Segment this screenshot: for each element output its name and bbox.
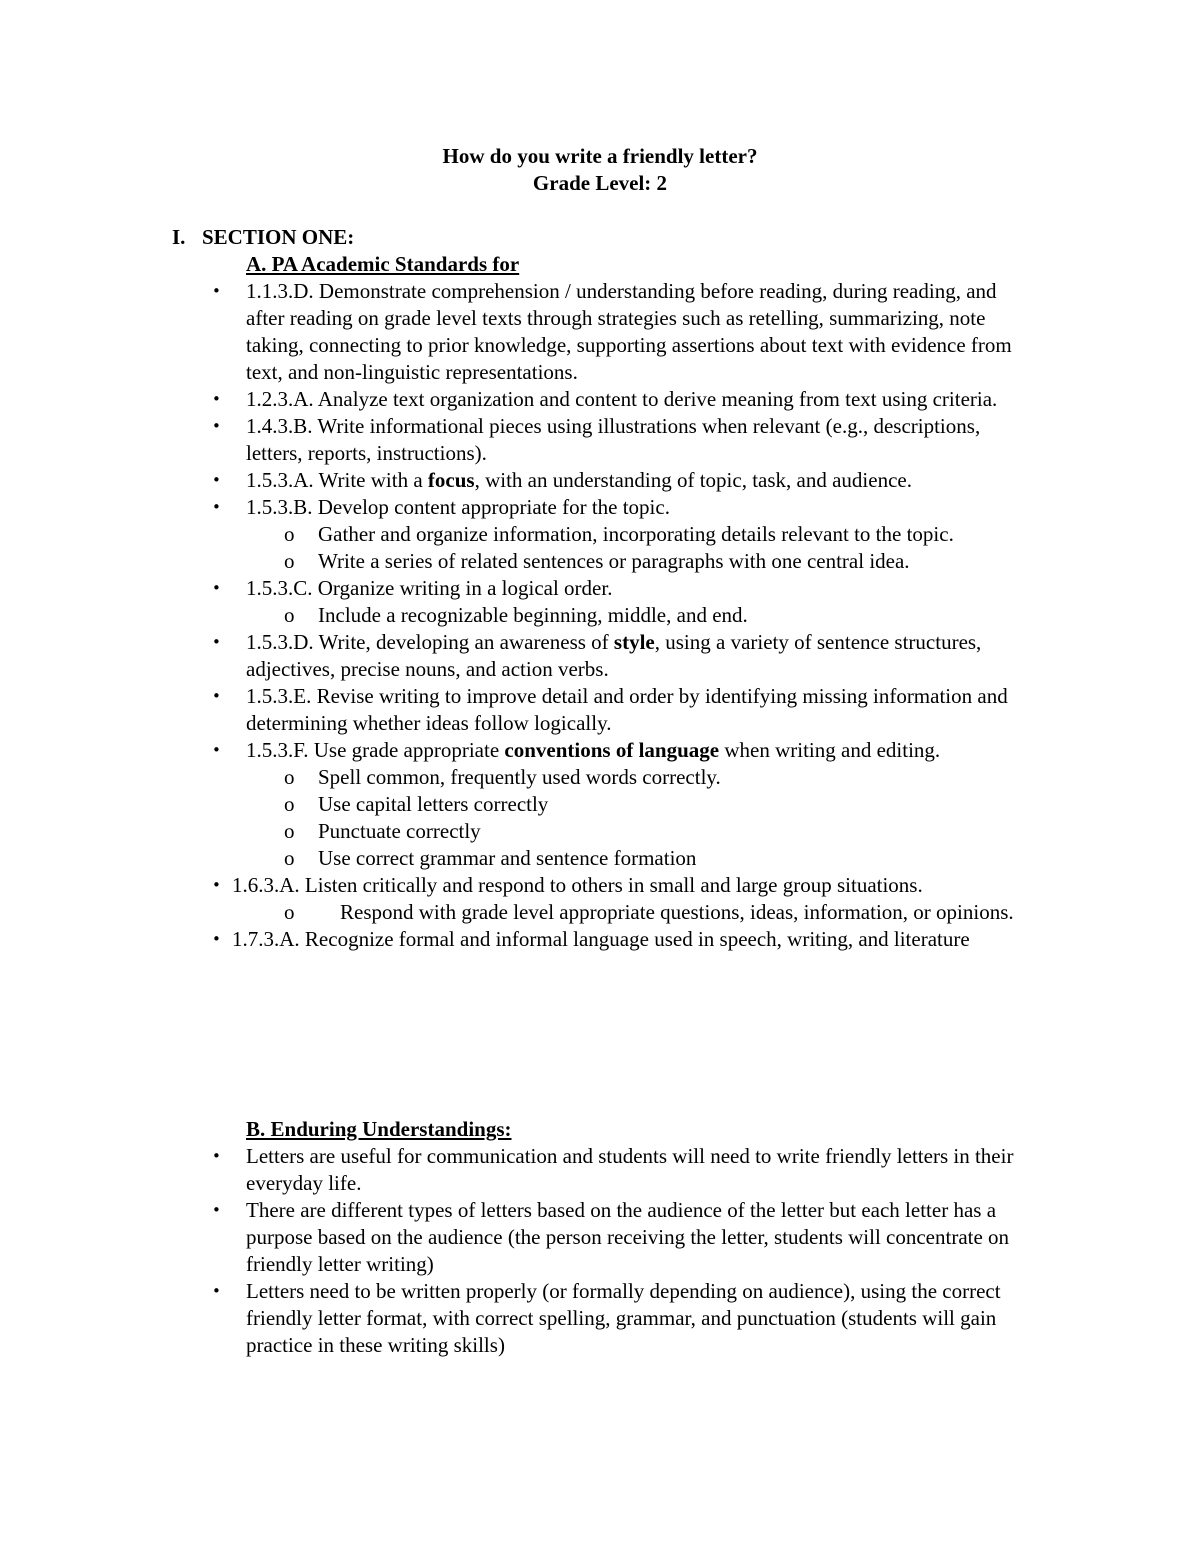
list-item: [0, 872, 1200, 899]
bullet-icon: •: [212, 282, 221, 300]
sub-list-item-text: Write a series of related sentences or paragraphs with one central idea.: [318, 549, 910, 573]
list-item-text: 1.5.3.E. Revise writing to improve detail and order by identifying missing information and determining whether ideas follow logically.: [246, 684, 1008, 735]
subsection-a-heading: A. PA Academic Standards for: [246, 252, 520, 276]
sub-list-item: [0, 791, 1200, 818]
sub-list-item: [0, 764, 1200, 791]
sub-bullet-marker: o: [284, 846, 295, 870]
sub-list-item: [0, 845, 1200, 872]
list-item-text: 1.7.3.A. Recognize formal and informal language used in speech, writing, and literature: [232, 927, 970, 951]
bullet-icon: •: [212, 1201, 221, 1219]
list-item: [0, 1197, 1200, 1278]
bullet-icon: •: [212, 633, 221, 651]
standards-list: [0, 278, 1200, 953]
sub-list-item-text: Gather and organize information, incorporating details relevant to the topic.: [318, 522, 954, 546]
list-item-text: 1.6.3.A. Listen critically and respond to others in small and large group situations.: [232, 873, 923, 897]
sub-bullet-marker: o: [284, 792, 295, 816]
section-number: I.: [172, 225, 186, 249]
bullet-icon: •: [212, 471, 221, 489]
bullet-icon: •: [212, 498, 221, 516]
grade-level: Grade Level: 2: [532, 171, 668, 195]
sub-bullet-marker: o: [284, 900, 295, 924]
list-item-text: 1.1.3.D. Demonstrate comprehension / understanding before reading, during reading, and after reading on grade level texts through strategies such as retelling, summarizing, note taking, connecting to prior knowledge, supporting assertions about text with evidence from text, and non-linguistic representations.: [246, 279, 1012, 384]
sub-list-item-text: Use correct grammar and sentence formation: [318, 846, 697, 870]
bullet-icon: •: [212, 1147, 221, 1165]
bullet-icon: •: [212, 390, 221, 408]
section-heading: [172, 224, 354, 251]
list-item-text: 1.5.3.F. Use grade appropriate conventions of language when writing and editing.: [246, 738, 941, 762]
bullet-icon: •: [212, 1282, 221, 1300]
sub-bullet-marker: o: [284, 522, 295, 546]
list-item-text: 1.2.3.A. Analyze text organization and content to derive meaning from text using criteria.: [246, 387, 998, 411]
subsection-b-heading: B. Enduring Understandings:: [246, 1117, 512, 1141]
enduring-understandings-list: [0, 1143, 1200, 1359]
list-item: [0, 386, 1200, 413]
emphasis-text: style: [613, 630, 655, 654]
emphasis-text: conventions of language: [504, 738, 720, 762]
document-title: How do you write a friendly letter?: [442, 144, 758, 168]
list-item: [0, 737, 1200, 764]
bullet-icon: •: [212, 579, 221, 597]
list-item-text: 1.5.3.D. Write, developing an awareness of style, using a variety of sentence structures, adjectives, precise nouns, and action verbs.: [246, 630, 982, 681]
sub-list-item: [0, 521, 1200, 548]
title-block: [0, 143, 1200, 197]
sub-list-item: [0, 818, 1200, 845]
list-item-text: Letters need to be written properly (or formally depending on audience), using the correct friendly letter format, with correct spelling, grammar, and punctuation (students will gain practice in these writing skills): [246, 1279, 1001, 1357]
bullet-icon: •: [212, 930, 221, 948]
sub-bullet-marker: o: [284, 603, 295, 627]
sub-list-item-text: Punctuate correctly: [318, 819, 481, 843]
list-item: [0, 1278, 1200, 1359]
sub-bullet-marker: o: [284, 819, 295, 843]
list-item: [0, 467, 1200, 494]
list-item-text: 1.5.3.A. Write with a focus, with an understanding of topic, task, and audience.: [246, 468, 912, 492]
list-item: [0, 926, 1200, 953]
list-item: [0, 683, 1200, 737]
emphasis-text: focus: [427, 468, 475, 492]
sub-list-item: [0, 602, 1200, 629]
bullet-icon: •: [212, 417, 221, 435]
sub-bullet-marker: o: [284, 765, 295, 789]
list-item-text: 1.5.3.B. Develop content appropriate for the topic.: [246, 495, 670, 519]
list-item-text: 1.5.3.C. Organize writing in a logical order.: [246, 576, 613, 600]
list-item: [0, 1143, 1200, 1197]
bullet-icon: •: [212, 741, 221, 759]
section-label: SECTION ONE:: [202, 225, 355, 249]
list-item: [0, 575, 1200, 602]
list-item-text: 1.4.3.B. Write informational pieces using illustrations when relevant (e.g., descriptions, letters, reports, instructions).: [246, 414, 981, 465]
sub-bullet-marker: o: [284, 549, 295, 573]
sub-list-item: [0, 548, 1200, 575]
list-item: [0, 413, 1200, 467]
sub-list-item-text: Use capital letters correctly: [318, 792, 549, 816]
list-item: [0, 629, 1200, 683]
list-item-text: Letters are useful for communication and students will need to write friendly letters in their everyday life.: [246, 1144, 1014, 1195]
list-item: [0, 494, 1200, 521]
list-item-text: There are different types of letters based on the audience of the letter but each letter has a purpose based on the audience (the person receiving the letter, students will concentrate on friendly letter writing): [246, 1198, 1010, 1276]
sub-list-item-text: Respond with grade level appropriate questions, ideas, information, or opinions.: [340, 900, 1014, 924]
list-item: [0, 278, 1200, 386]
sub-list-item: [0, 899, 1200, 926]
sub-list-item-text: Include a recognizable beginning, middle, and end.: [318, 603, 748, 627]
bullet-icon: •: [212, 687, 221, 705]
bullet-icon: •: [212, 876, 221, 894]
sub-list-item-text: Spell common, frequently used words correctly.: [318, 765, 721, 789]
